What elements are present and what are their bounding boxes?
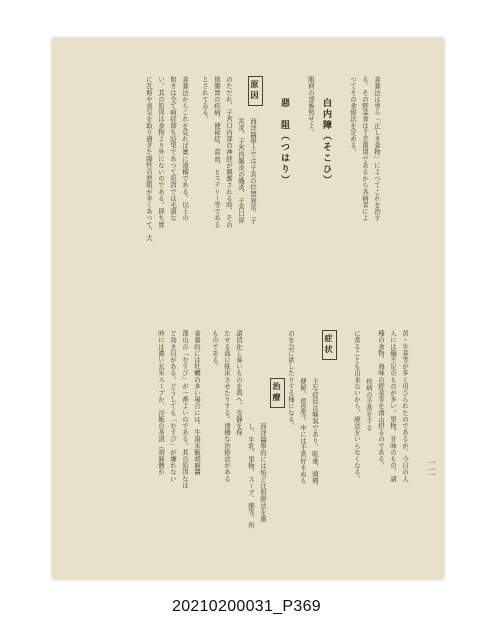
right-text-line: 時には濃い玄米スープか、冷飯の茶漬（胡麻鹽か [157, 330, 165, 476]
right-text-line: 主な症状は嘔氣であり、眩暈、頭痛、 [311, 378, 319, 491]
left-text-line: る。その野菜食は千差萬別であるから各病者によ [361, 76, 369, 222]
left-text-line: 眼病の部参照せよ。 [307, 76, 315, 136]
left-text-line: 食養法からこれを見れば實に滑稽である。以上の [181, 76, 189, 222]
right-text-line: ものである。 [211, 330, 219, 370]
left-text-line: 他腸胃の疾病、便秘症、貧血、ヒステリー等である [213, 76, 221, 228]
title-cataract: 白内障（そこひ） [321, 98, 331, 186]
right-text-line: 人には麵不足のものが多い。果物、甘味のもの、諸 [389, 330, 397, 482]
left-text-line: のただれ、子宮口内部の神経が興奮される時、その [225, 76, 233, 228]
right-text-line: 謂消化し易いものを與へ、安靜を保 [235, 330, 243, 436]
right-text-line: に當ることも出来ないから、療法をいらなくなる。 [353, 330, 361, 482]
title-morning-sickness: 惡 阻（つはり） [279, 98, 289, 186]
right-text-line: 西洋醫學的には殆ど注射療法を施 [259, 423, 267, 522]
right-text-line: たせる爲に臥床させたりする。滑稽な治療法がある [223, 330, 231, 482]
section-heading-symptoms: 症状 [322, 330, 337, 360]
left-text-line: に瓦斯や臭気を取り過ぎた陽性の悪阻が多くあつて、大 [145, 76, 153, 241]
left-text-line: 如きは全て病症即ち結果であつて原因では毛頭な [169, 76, 177, 222]
right-text-line: 便秘、倦怠等。中には不當好まぬも [299, 378, 307, 484]
left-text-line: つてその食療法を定める。 [349, 76, 357, 156]
section-heading-cause: 原因 [248, 76, 263, 106]
right-text-line: 種の食物、海味の野菜等を滑山摂るのである。 [377, 330, 385, 469]
right-text-line: のを急に欲したりする様になる。 [287, 330, 295, 429]
left-text-line: とされてゐる。 [201, 76, 209, 123]
right-text-line: し、牛乳、果物、スープ、粥等、所 [247, 423, 255, 529]
image-caption: 20210200031_P369 [172, 598, 321, 615]
left-text-line: 西洋醫學上では子宮の位置異常、子 [249, 118, 257, 224]
left-text-line: 宮炎、子宮内膜炎の織炎、子宮口屏 [237, 118, 245, 224]
document-page [52, 38, 444, 579]
left-text-line: 食養法は専ら「正しき食物」によつてこれを治す [373, 76, 381, 222]
right-text-line: ど効き目がある。どうしても「むすび」が嫌れない [169, 330, 177, 482]
right-text-line: 食養的には牡蠣の多い場合には、牛湯米飯胡麻醬 [193, 330, 201, 476]
section-heading-treatment: 治療 [270, 378, 285, 408]
page-number: 一二 [425, 458, 435, 476]
right-text-line: 澤山の「むすび」が一番よいのである。其の原因なは [181, 330, 189, 489]
left-text-line: い。其の原因は食物より外にないのである。即ち胃 [157, 76, 165, 228]
right-text-line: 黄・牛蒡等が多く用ひられたのであるが、今日の人 [401, 330, 409, 482]
right-text-line: 疾病の手當をする [365, 378, 373, 431]
